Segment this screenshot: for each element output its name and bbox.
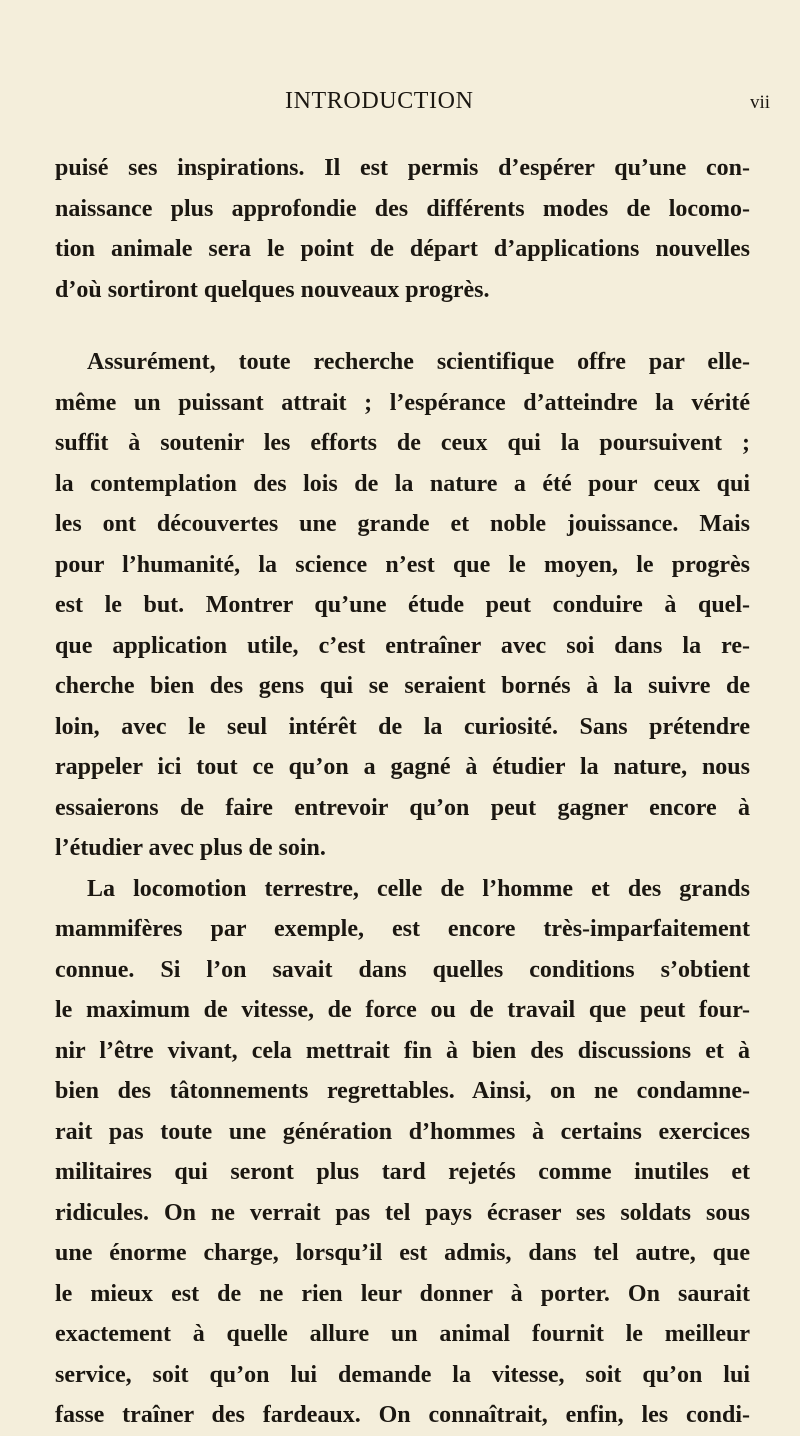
text-line: naissance plus approfondie des différents modes de locomo-	[55, 195, 750, 222]
text-line: cherche bien des gens qui se seraient bornés à la suivre de	[55, 673, 750, 699]
paragraph-gap	[55, 310, 750, 342]
text-line: militaires qui seront plus tard rejetés comme inutiles et	[55, 1159, 750, 1185]
text-line: le maximum de vitesse, de force ou de travail que peut four-	[55, 997, 750, 1023]
text-line: fasse traîner des fardeaux. On connaîtrait, enfin, les condi-	[55, 1402, 750, 1428]
text-line: même un puissant attrait ; l’espérance d’atteindre la vérité	[55, 389, 750, 416]
text-line: une énorme charge, lorsqu’il est admis, dans tel autre, que	[55, 1240, 750, 1266]
text-line: exactement à quelle allure un animal fournit le meilleur	[55, 1321, 750, 1347]
text-line: d’où sortiront quelques nouveaux progrès.	[55, 276, 490, 303]
paragraph	[55, 148, 750, 310]
text-line: tion animale sera le point de départ d’applications nouvelles	[55, 236, 750, 262]
text-line: l’étudier avec plus de soin.	[55, 835, 326, 861]
text-line: La locomotion terrestre, celle de l’homme et des grands	[87, 875, 750, 902]
text-line: connue. Si l’on savait dans quelles conditions s’obtient	[55, 956, 750, 983]
text-line: suffit à soutenir les efforts de ceux qui la poursuivent ;	[55, 430, 750, 456]
page-header	[0, 88, 800, 118]
paragraph	[55, 869, 750, 1436]
running-title: INTRODUCTION	[285, 88, 474, 114]
text-line: rappeler ici tout ce qu’on a gagné à étudier la nature, nous	[55, 754, 750, 780]
text-line: essaierons de faire entrevoir qu’on peut gagner encore à	[55, 794, 750, 821]
text-line: la contemplation des lois de la nature a été pour ceux qui	[55, 470, 750, 497]
text-line: Assurément, toute recherche scientifique offre par elle-	[87, 349, 750, 375]
page-number: vii	[750, 92, 771, 113]
body-text	[55, 148, 750, 1436]
text-line: nir l’être vivant, cela mettrait fin à bien des discussions et à	[55, 1037, 750, 1064]
text-line: mammifères par exemple, est encore très-imparfaitement	[55, 916, 750, 942]
text-line: que application utile, c’est entraîner avec soi dans la re-	[55, 632, 750, 659]
text-line: puisé ses inspirations. Il est permis d’espérer qu’une con-	[55, 155, 750, 181]
text-line: bien des tâtonnements regrettables. Ainsi, on ne condamne-	[55, 1078, 750, 1104]
text-line: ridicules. On ne verrait pas tel pays écraser ses soldats sous	[55, 1199, 750, 1226]
text-line: est le but. Montrer qu’une étude peut conduire à quel-	[55, 592, 750, 618]
text-line: rait pas toute une génération d’hommes à certains exercices	[55, 1118, 750, 1145]
paragraph	[55, 342, 750, 869]
text-line: loin, avec le seul intérêt de la curiosité. Sans prétendre	[55, 713, 750, 740]
text-line: pour l’humanité, la science n’est que le moyen, le progrès	[55, 551, 750, 578]
text-line: le mieux est de ne rien leur donner à porter. On saurait	[55, 1280, 750, 1307]
text-line: les ont découvertes une grande et noble jouissance. Mais	[55, 511, 750, 537]
text-line: service, soit qu’on lui demande la vitesse, soit qu’on lui	[55, 1361, 750, 1388]
